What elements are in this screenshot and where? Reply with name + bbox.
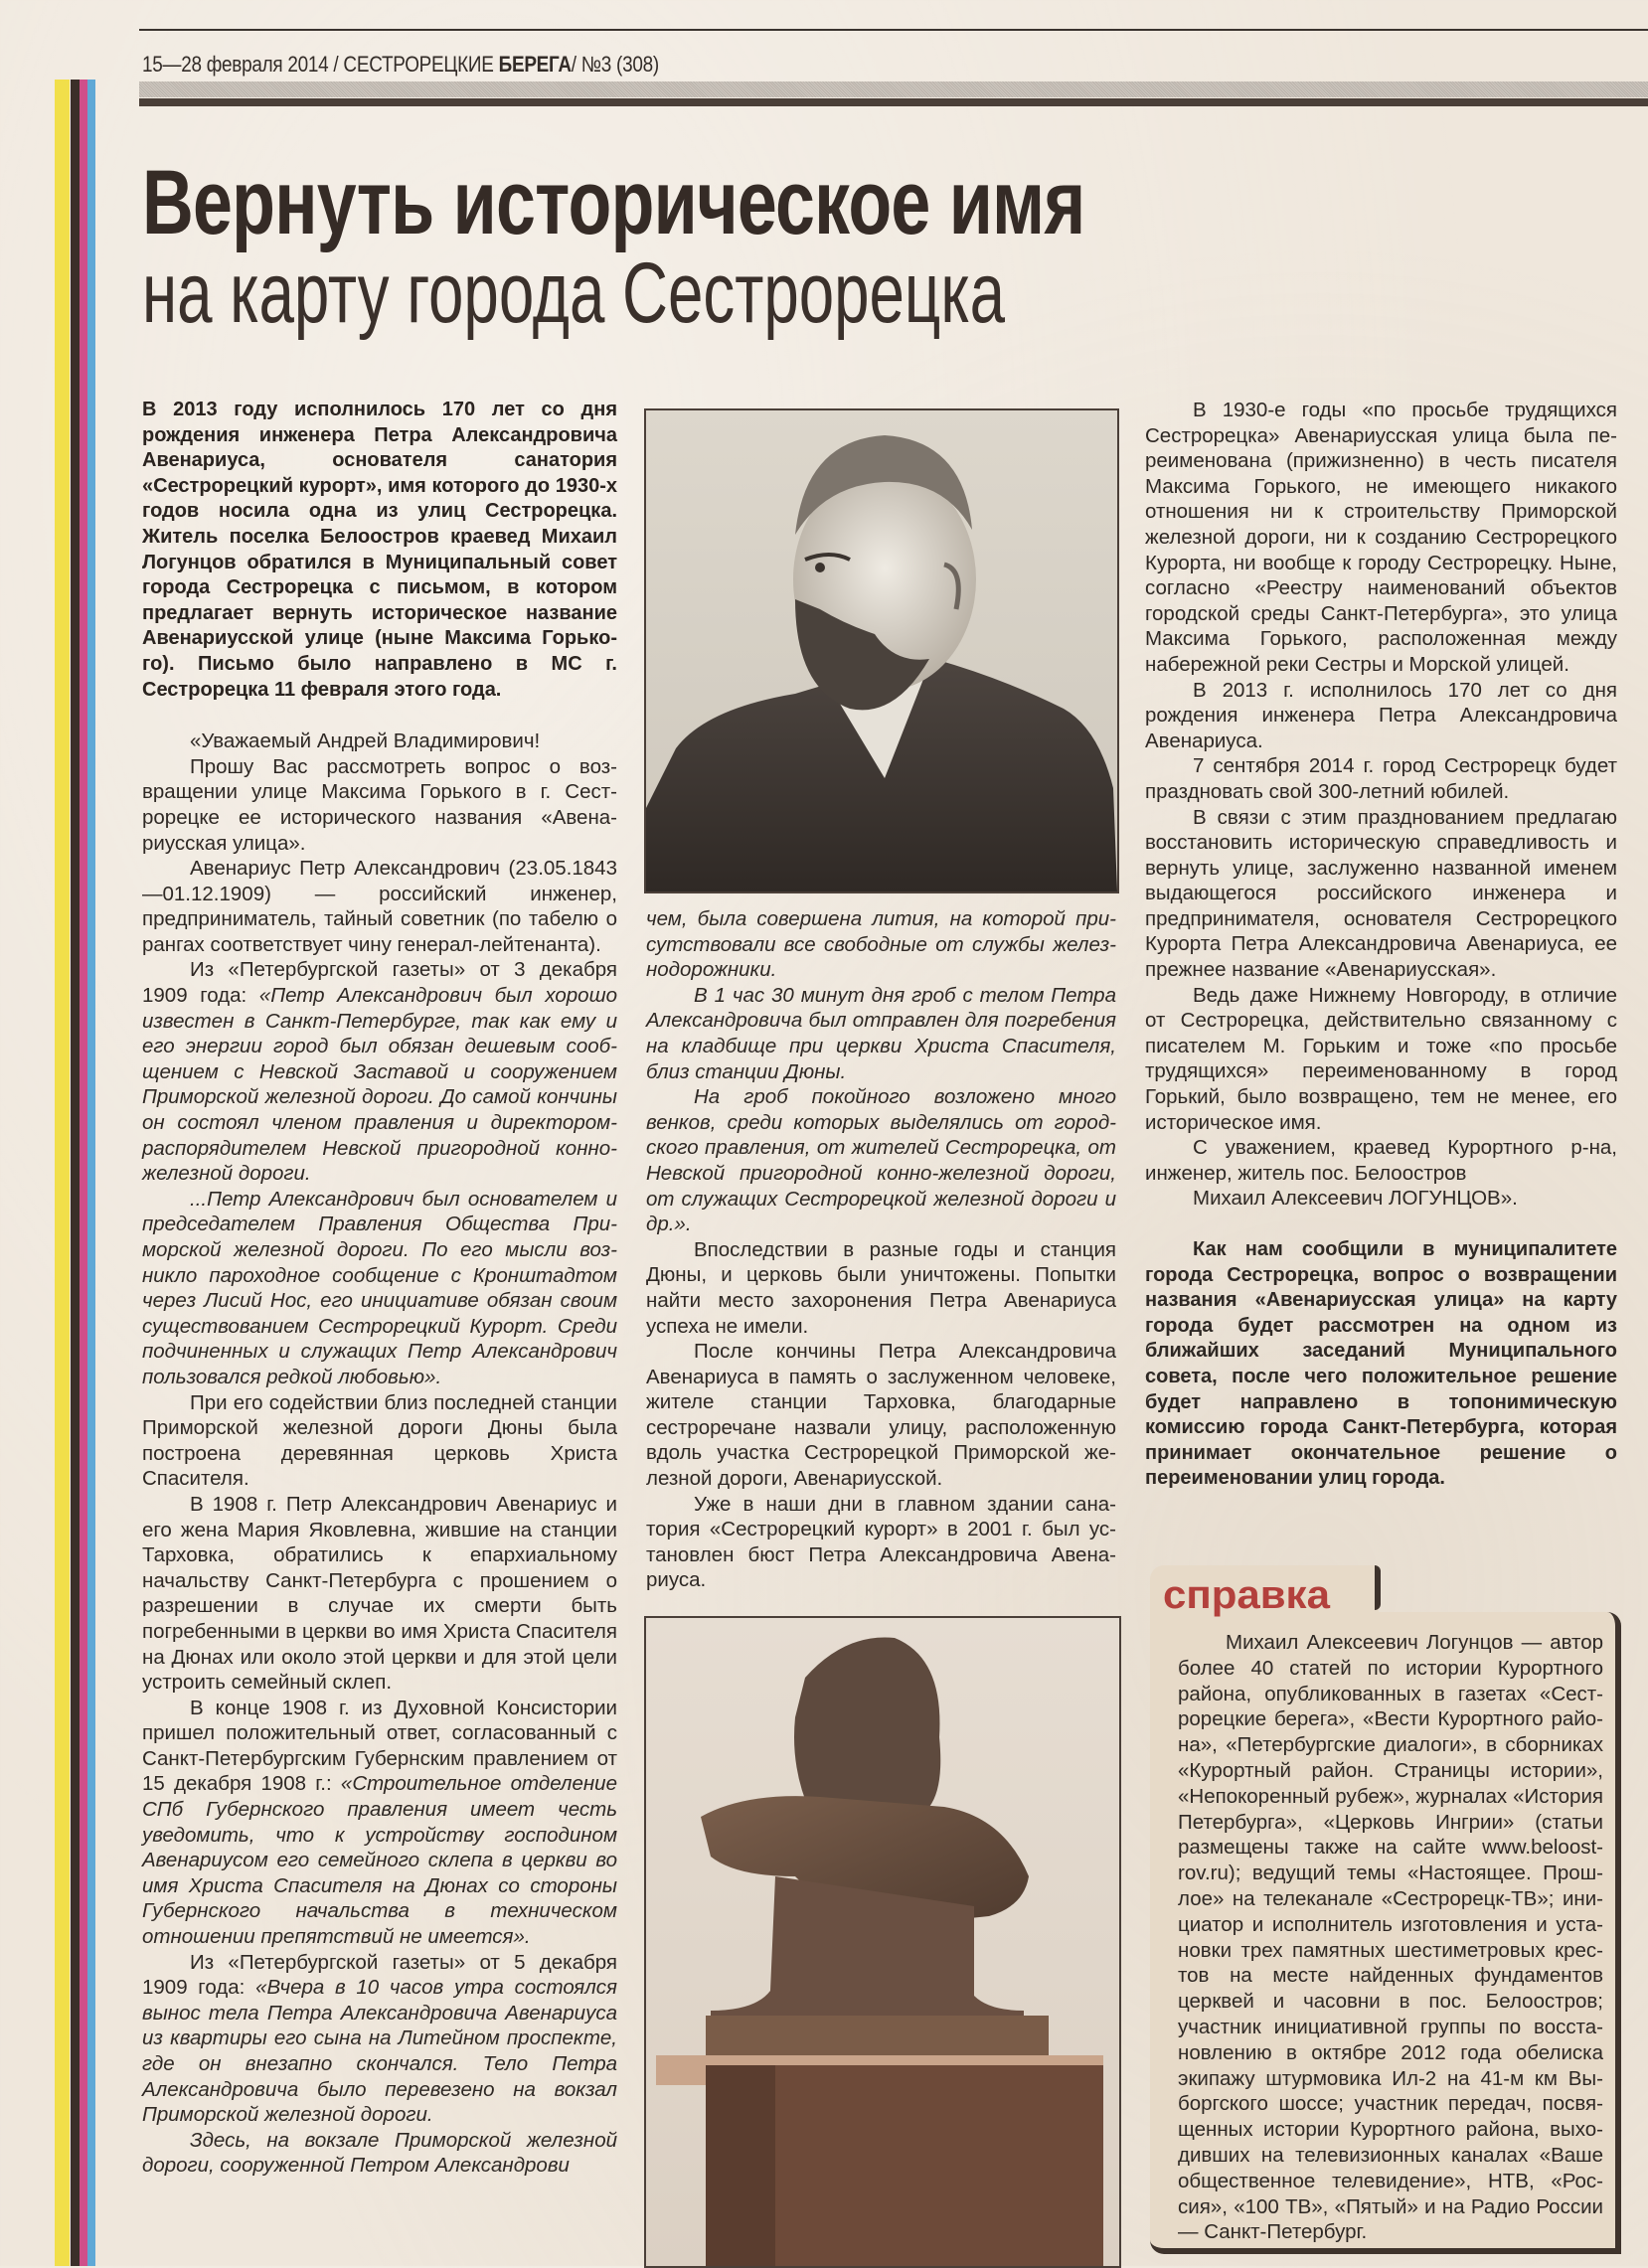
paragraph: Уже в наши дни в главном здании санатория «Сестрорецкий курорт» в 2001 г. был установлен бюст Петра Александровича Авенариуса. bbox=[646, 1492, 1116, 1592]
issue-dates: 15—28 февраля 2014 / СЕСТРОРЕЦКИЕ bbox=[142, 52, 499, 77]
sidebar-text bbox=[1178, 1630, 1603, 2245]
quote-text: ...Петр Александрович был основателем и председателем Правления Общества Приморской железной дороги. По его мысли возникло пароходное сообщение с Кронштадтом через Лисий Нос, его инициативе обязан своим существованием Сестрорецкий Курорт. Среди подчиненных и служащих Петр Александрович пользовался редкой любовью». bbox=[142, 1187, 617, 1388]
quote-text: «Вчера в 10 часов утра состоялся вынос тела Петра Александровича Авенариуса из квартиры его сына на Литейном проспекте, где он внезапно скончался. Тело Петра Александровича было перевезено на вокзал Приморской железной дороги. bbox=[142, 1976, 617, 2127]
column-left bbox=[142, 398, 617, 2179]
quote-intro: В конце 1908 г. из Духовной Консистории пришел положительный ответ, согласованный с Санкт-Петербургским Губернским правлением от 15 декабря 1908 г.: bbox=[142, 1696, 617, 1796]
paragraph: В 1930-е годы «по просьбе трудящихся Сестрорецка» Авенариусская улица была переименована (прижизненно) в честь писателя Максима Горького, не имеющего никакого отношения ни к строительству Приморской железной дороги, ни к созданию Сестрорецкого Курорта, ни вообще к городу Сестрорецку. Ныне, согласно «Реестру наименований объектов городской среды Санкт-Петербурга», это улица Максима Горького, расположенная между набережной реки Сестры и Морской улицей. bbox=[1145, 399, 1617, 676]
quote-text: В 1 час 30 минут дня гроб с телом Петра Александровича был отправлен для погребения на кладбище при церкви Христа Спасителя, близ станции Дюны. bbox=[646, 983, 1116, 1083]
paragraph bbox=[142, 1187, 617, 1390]
paragraph bbox=[646, 1084, 1116, 1237]
quote-text: Здесь, на вокзале Приморской железной дороги, сооруженной Петром Александрови bbox=[142, 2128, 617, 2178]
bust-photo bbox=[644, 1616, 1121, 2268]
quote-text: «Петр Александрович был хорошо известен в Санкт-Петербурге, так как ему и его энергии город был обязан дешевым сообщением с Невской Заставой и сооружением Приморской железной дороги. До самой кончины он состоял членом правления и директором-распорядителем Невской пригородной конно-железной дороги. bbox=[142, 984, 617, 1186]
quote-text: чем, была совершена лития, на которой присутствовали все свободные от службы железнодорожники. bbox=[646, 907, 1116, 982]
paragraph: После кончины Петра Александровича Авенариуса в память о заслуженном человеке, жителе станции Тарховка, благодарные сестроречане назвали улицу, расположенную вдоль участка Сестрорецкой Приморской железной дороги, Авенариусской. bbox=[646, 1340, 1116, 1491]
quote-intro: Из «Петербургской газеты» от 3 декабря 1909 года: bbox=[142, 958, 617, 1008]
editorial-note: Как нам сообщили в муниципалитете города Сестрорецка, вопрос о возвращении названия «Авенариусская улица» на карту города будет рассмотрен на одном из ближайших заседаний Муниципального совета, после чего положительное решение будет направлено в топонимическую комиссию города Санкт-Петербурга, которая принимает окончательное решение о переименовании улиц города. bbox=[1145, 1238, 1617, 1490]
paragraph bbox=[646, 906, 1116, 983]
paragraph: В 1908 г. Петр Александрович Авенариус и его жена Мария Яковлевна, жившие на станции Тарховка, обратились к епархиальному начальству Санкт-Петербурга с прошением о разрешении в случае их смерти быть погребенными в церкви во имя Христа Спасителя на Дюнах или около этой церкви и для этой цели устроить семейный склеп. bbox=[142, 1492, 617, 1695]
paragraph: Ведь даже Нижнему Новгороду, в отличие от Сестрорецка, действительно связанному с писателем М. Горьким и тоже «по просьбе трудящихся» переименованному в город Горький, было возвращено, тем не менее, его историческое имя. bbox=[1145, 983, 1617, 1134]
portrait-photo bbox=[644, 408, 1119, 893]
paragraph: В связи с этим празднованием предлагаю восстановить историческую справедливость и вернуть улице, заслуженно названной именем выдающегося российского инженера и предпринимателя, основателя Сестрорецкого Курорта Петра Александровича Авенариуса, ее прежнее название «Авенариусская». bbox=[1145, 805, 1617, 982]
sidebar-paragraph: Михаил Алексеевич Логунцов — автор более 40 статей по истории Курортного района, опубликованных в газетах «Сестрорецкие берега», «Вести Курортного района», «Петербургские диалоги», в сборниках «Курортный район. Страницы истории», «Непокоренный рубеж», журналах «История Петербурга», «Церковь Ингрии» (статьи размещены также на сайте www.beloostrov.ru); ведущий темы «Настоящее. Прошлое» на телеканале «Сестрорецк-ТВ»; инициатор и исполнитель изготовления и установки трех памятных шестиметровых крестов на месте найденных фундаментов церквей и часовни в пос. Белоостров; участник инициативной группы по восстановлению в октябре 2012 года обелиска экипажу штурмовика Ил-2 на 41-м км Выборгского шоссе; участник передач, посвященных истории Курортного района, выходивших на телевизионных каналах «Ваше общественное телевидение», НТВ, «Россия», «100 ТВ», «Пятый» и на Радио России — Санкт-Петербург. bbox=[1178, 1631, 1603, 2244]
paragraph: В 2013 г. исполнилось 170 лет со дня рождения инженера Петра Александровича Авенариуса. bbox=[1145, 678, 1617, 752]
print-color-bar-black bbox=[71, 80, 80, 2266]
paper-name-bold: БЕРЕГА bbox=[498, 52, 572, 77]
bust-illustration bbox=[646, 1618, 1119, 2266]
print-color-bar-magenta bbox=[80, 80, 87, 2266]
paragraph: 7 сентября 2014 г. город Сестрорецк будет праздновать свой 300-летний юбилей. bbox=[1145, 754, 1617, 803]
headline-main: Вернуть историческое имя bbox=[142, 152, 1085, 253]
column-right bbox=[1145, 398, 1617, 1492]
sidebar-tab-edge bbox=[1375, 1565, 1381, 1610]
paragraph bbox=[142, 1950, 617, 2128]
paragraph: Авенариус Петр Александрович (23.05.1843—01.12.1909) — российский инженер, предприниматель, тайный советник (по табелю о рангах соответствует чину генерал-лейтенанта). bbox=[142, 857, 617, 956]
paragraph: При его содействии близ последней станции Приморской железной дороги Дюны была построена деревянная церковь Христа Спасителя. bbox=[142, 1390, 617, 1491]
quote-intro: Из «Петербургской газеты» от 5 декабря 1909 года: bbox=[142, 1950, 617, 2000]
paragraph: Прошу Вас рассмотреть вопрос о возвращении улице Максима Горького в г. Сестрорецке ее исторического названия «Авенариусская улица». bbox=[142, 754, 617, 855]
paragraph: Впоследствии в разные годы и станция Дюны, и церковь были уничтожены. Попытки найти место захоронения Петра Авенариуса успеха не имели. bbox=[646, 1237, 1116, 1338]
issue-number: / №3 (308) bbox=[571, 52, 659, 77]
headline-sub: на карту города Сестрорецка bbox=[142, 245, 1005, 341]
header-top-rule bbox=[139, 29, 1648, 31]
quote-text: «Строительное отделение СПб Губернского правления имеет честь уведомить, что к устройству господином Авенариусом его семейного склепа в церкви во имя Христа Спасителя на Дюнах со стороны Губернского начальства в техническом отношении препятствий не имеется». bbox=[142, 1772, 617, 1949]
paragraph bbox=[142, 957, 617, 1186]
signature-name: Михаил Алексеевич ЛОГУНЦОВ». bbox=[1193, 1187, 1518, 1211]
letter-salutation: «Уважаемый Андрей Владимирович! bbox=[190, 729, 541, 753]
paragraph bbox=[142, 1696, 617, 1950]
quote-text: На гроб покойного возложено много венков, среди которых выделялись от городского правления, от жителей Сестрорецка, от Невской пригородной конно-железной дороги, от служащих Сестрорецкой железной дороги и др.». bbox=[646, 1085, 1116, 1236]
header-thick-rule bbox=[139, 98, 1648, 106]
signature-line: С уважением, краевед Курортного р-на, инженер, житель пос. Белоостров bbox=[1145, 1136, 1617, 1185]
paragraph bbox=[646, 983, 1116, 1084]
paragraph bbox=[142, 2128, 617, 2179]
print-color-bar-cyan bbox=[87, 80, 95, 2266]
column-middle bbox=[646, 906, 1116, 1593]
lead-paragraph: В 2013 году исполнилось 170 лет со дня рождения инженера Петра Александровича Авенариуса, основателя санатория «Сестрорецкий курорт», имя которого до 1930-х годов носила одна из улиц Сестрорецка. Житель поселка Белоостров краевед Михаил Логунцов обратился в Муниципальный совет города Сестрорецка с письмом, в котором предлагает вернуть историческое название Авенариусской улице (ныне Максима Горького). Письмо было направлено в МС г. Сестрорецка 11 февраля этого года. bbox=[142, 399, 617, 701]
issue-header bbox=[142, 52, 659, 78]
portrait-illustration bbox=[646, 410, 1117, 891]
print-color-bar-yellow bbox=[55, 80, 70, 2266]
sidebar-title: справка bbox=[1163, 1573, 1330, 1617]
header-hatched-band bbox=[139, 81, 1648, 97]
